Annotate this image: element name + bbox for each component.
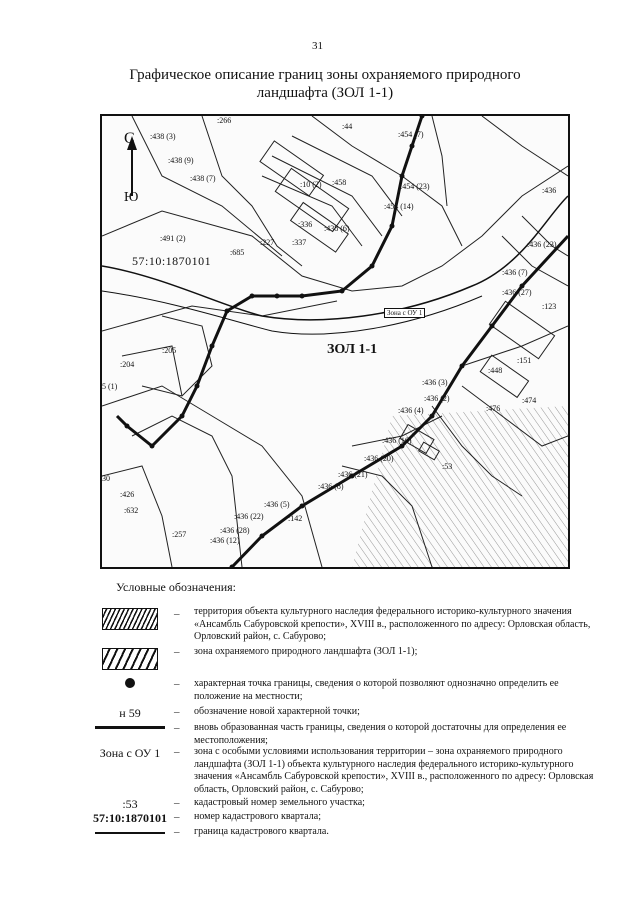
parcel-label: :151 <box>517 356 532 365</box>
parcel-label: :53 <box>442 462 453 471</box>
legend-dash: – <box>174 746 180 758</box>
parcel-label: :257 <box>172 530 187 539</box>
parcel-label: :436 (23) <box>527 240 557 249</box>
parcel-label: :454 (23) <box>400 182 430 191</box>
legend-item-special-zone <box>90 746 600 796</box>
parcel-label: :436 (28) <box>220 526 250 535</box>
parcel-label: :436 (16) <box>382 436 412 445</box>
map-zone-label: ЗОЛ 1-1 <box>327 342 378 357</box>
map-quarter-label: 57:10:1870101 <box>132 254 212 268</box>
parcel-label: :205 <box>162 346 177 355</box>
parcel-label: :438 (7) <box>190 174 216 183</box>
legend-dash: – <box>174 826 180 838</box>
legend-symbol-new-point: н 59 <box>119 706 141 720</box>
parcel-label: 30 <box>102 474 110 483</box>
legend-heading: Условные обозначения: <box>116 580 237 594</box>
parcel-label: :458 <box>332 178 347 187</box>
legend-item-new-boundary <box>90 722 600 746</box>
hatched-territory <box>352 406 568 567</box>
legend-text: характерная точка границы, сведения о которой позволяют однозначно определить ее положение на местности; <box>194 678 559 702</box>
parcel-label: :123 <box>542 302 557 311</box>
parcel-label: :438 (9) <box>168 156 194 165</box>
legend-text: граница кадастрового квартала. <box>194 826 329 837</box>
legend-dash: – <box>174 646 180 658</box>
south-label: Ю <box>124 190 139 205</box>
parcel-label: :476 <box>486 404 501 413</box>
page-number: 31 <box>312 40 323 52</box>
zone-hatch-icon <box>90 648 170 670</box>
legend-symbol-quarter-number: 57:10:1870101 <box>93 811 167 825</box>
parcel-label: :436 <box>542 186 557 195</box>
legend-text: вновь образованная часть границы, сведения о которой достаточны для определения ее местоположения; <box>194 722 567 746</box>
legend-item-new-point <box>90 706 600 722</box>
parcel-label: :454 (14) <box>384 202 414 211</box>
legend-text: территория объекта культурного наследия федерального историко-культурного значения «Ансамбль Сабуровской крепости», XVIII в., расположенного по адресу: Орловская область, Орловский район, с. Сабурово; <box>194 606 591 642</box>
legend-dash: – <box>174 797 180 809</box>
north-label: С <box>124 130 135 147</box>
title-line-2: ландшафта (ЗОЛ 1-1) <box>256 85 394 101</box>
map-zone-cy-label: Зона с ОУ 1 <box>384 308 425 318</box>
legend-text: номер кадастрового квартала; <box>194 811 322 822</box>
parcel-label: :44 <box>342 122 353 131</box>
parcel-label: :632 <box>124 506 139 515</box>
legend-item-characteristic-point <box>90 676 600 704</box>
legend-text: обозначение новой характерной точки; <box>194 706 360 717</box>
parcel-label: :204 <box>120 360 135 369</box>
legend-dash: – <box>174 722 180 734</box>
parcel-label: :436 (8) <box>318 482 344 491</box>
quarter-border-line-icon <box>90 832 170 834</box>
legend-dash: – <box>174 608 180 620</box>
parcel-label: :454 (7) <box>398 130 424 139</box>
legend-dash: – <box>174 811 180 823</box>
parcel-label: :438 (6) <box>324 224 350 233</box>
parcel-label: :436 (5) <box>264 500 290 509</box>
parcel-label: :436 (7) <box>502 268 528 277</box>
legend-dash: – <box>174 706 180 718</box>
parcel-label: :436 (3) <box>422 378 448 387</box>
legend-item-protected-zone <box>90 646 600 676</box>
legend-symbol-special-zone: Зона с ОУ 1 <box>99 746 161 760</box>
cadastral-map <box>100 114 570 569</box>
parcel-label: :227 <box>260 238 275 247</box>
legend-symbol-parcel-number: :53 <box>122 797 138 811</box>
parcel-label: :426 <box>120 490 135 499</box>
legend-text: зона охраняемого природного ландшафта (ЗОЛ 1-1); <box>194 646 418 657</box>
legend-text: кадастровый номер земельного участка; <box>194 797 365 808</box>
parcel-label: :685 <box>230 248 245 257</box>
heritage-hatch-icon <box>90 608 170 630</box>
parcel-label: :10 (2) <box>300 180 322 189</box>
parcel-label: 5 (1) <box>102 382 118 391</box>
legend-item-heritage-territory <box>90 606 600 646</box>
parcel-label: :436 (4) <box>398 406 424 415</box>
legend-item-quarter-border <box>90 826 600 842</box>
legend-text: зона с особыми условиями использования территории – зона охраняемого природного ландшафта (ЗОЛ 1-1) объекта культурного наследия федерального историко-культурного значения «Ансамбль Сабуровской крепости», XVIII в., расположенного по адресу: Орловская область, Орловский район, с. Сабурово; <box>194 746 594 795</box>
parcel-label: :436 (22) <box>234 512 264 521</box>
parcel-label: :436 (27) <box>502 288 532 297</box>
title-line-1: Графическое описание границ зоны охраняемого природного <box>129 67 521 83</box>
parcel-label: :474 <box>522 396 537 405</box>
parcel-label: :436 (12) <box>210 536 240 545</box>
parcel-label: :436 (2) <box>424 394 450 403</box>
legend-item-quarter-number <box>90 811 600 827</box>
parcel-label: :448 <box>488 366 503 375</box>
parcel-label: :266 <box>217 116 232 125</box>
point-dot-icon <box>90 678 170 688</box>
legend-dash: – <box>174 678 180 690</box>
page-title <box>95 66 555 102</box>
parcel-label: :142 <box>288 514 303 523</box>
boundary-line-icon <box>90 726 170 729</box>
parcel-label: :436 (21) <box>338 470 368 479</box>
parcel-label: :491 (2) <box>160 234 186 243</box>
parcel-label: :436 (20) <box>364 454 394 463</box>
parcel-label: :337 <box>292 238 307 247</box>
parcel-label: :438 (3) <box>150 132 176 141</box>
parcel-label: :336 <box>298 220 313 229</box>
